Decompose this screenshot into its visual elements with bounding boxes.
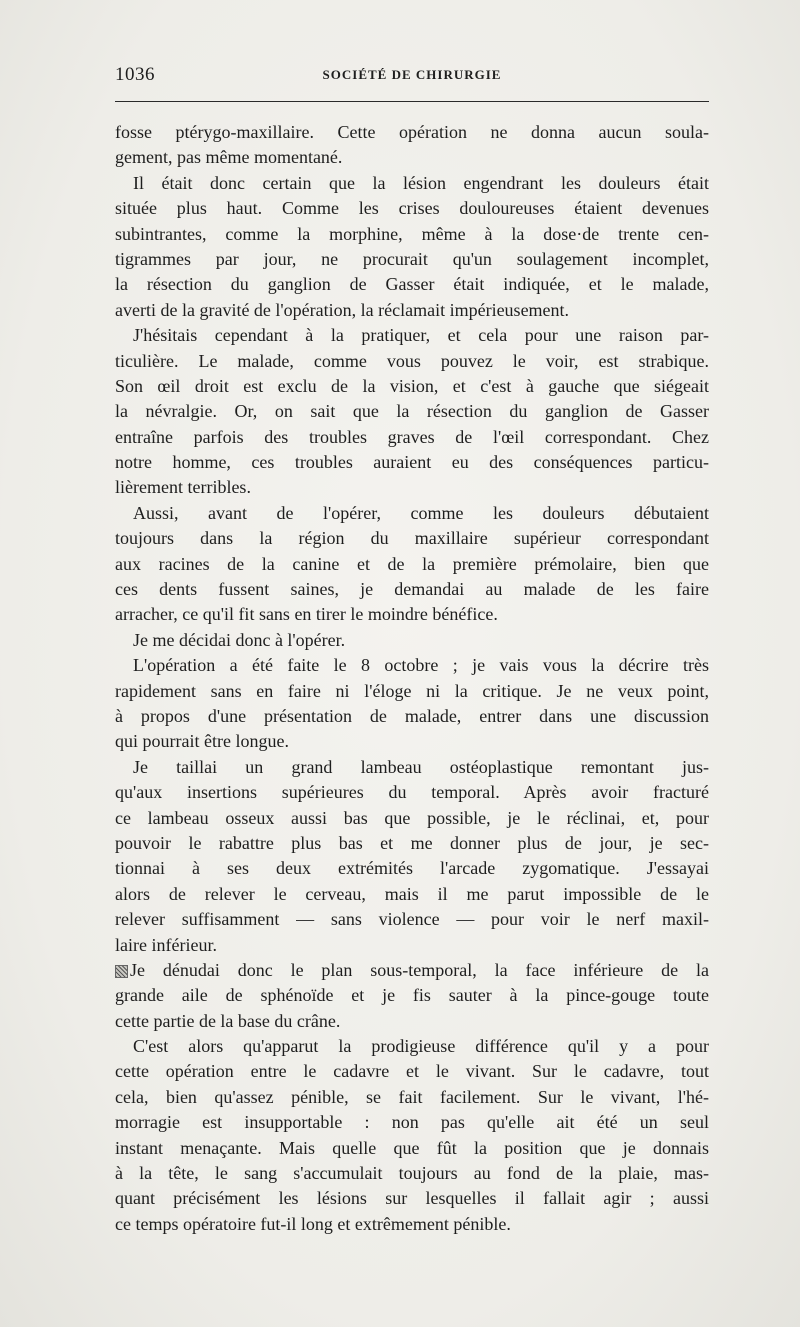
text-line: rapidement sans en faire ni l'éloge ni la critique. Je ne veux point, bbox=[115, 680, 709, 701]
text-line: L'opération a été faite le 8 octobre ; je vais vous la décrire très bbox=[133, 655, 709, 676]
body-text bbox=[115, 120, 709, 1237]
text-line: J'hésitais cependant à la pratiquer, et cela pour une raison par- bbox=[133, 325, 709, 346]
text-line: quant précisément les lésions sur lesquelles il fallait agir ; aussi bbox=[115, 1188, 709, 1209]
text-line: subintrantes, comme la morphine, même à la dose·de trente cen- bbox=[115, 223, 709, 244]
text-line: instant menaçante. Mais quelle que fût la position que je donnais bbox=[115, 1137, 709, 1158]
header-rule bbox=[115, 101, 709, 102]
text-line-with-mark bbox=[115, 958, 709, 983]
text-line: morragie est insupportable : non pas qu'elle ait été un seul bbox=[115, 1112, 709, 1133]
text-line: notre homme, ces troubles auraient eu des conséquences particu- bbox=[115, 452, 709, 473]
text-line: Je me décidai donc à l'opérer. bbox=[133, 629, 346, 650]
text-line: Je taillai un grand lambeau ostéoplastique remontant jus- bbox=[133, 756, 709, 777]
text-line: fosse ptérygo-maxillaire. Cette opération ne donna aucun soula- bbox=[115, 122, 709, 142]
text-line: ces dents fussent saines, je demandai au malade de les faire bbox=[115, 579, 709, 600]
text-line: lièrement terribles. bbox=[115, 477, 251, 498]
text-line: cette opération entre le cadavre et le vivant. Sur le cadavre, tout bbox=[115, 1061, 709, 1082]
text-line: la névralgie. Or, on sait que la résection du ganglion de Gasser bbox=[115, 401, 709, 422]
text-line: la résection du ganglion de Gasser était indiquée, et le malade, bbox=[115, 274, 709, 295]
text-line: Aussi, avant de l'opérer, comme les douleurs débutaient bbox=[133, 502, 709, 523]
text-line: cela, bien qu'assez pénible, se fait facilement. Sur le vivant, l'hé- bbox=[115, 1086, 709, 1107]
text-line: toujours dans la région du maxillaire supérieur correspondant bbox=[115, 528, 709, 549]
text-line: à la tête, le sang s'accumulait toujours au fond de la plaie, mas- bbox=[115, 1163, 709, 1184]
text-line: Son œil droit est exclu de la vision, et c'est à gauche que siégeait bbox=[115, 375, 709, 396]
text-line: située plus haut. Comme les crises douloureuses étaient devenues bbox=[115, 198, 709, 219]
text-line: qui pourrait être longue. bbox=[115, 731, 289, 752]
text-line: tigrammes par jour, ne procurait qu'un soulagement incomplet, bbox=[115, 248, 709, 269]
text-line: pouvoir le rabattre plus bas et me donner plus de jour, je sec- bbox=[115, 832, 709, 853]
text-line: Il était donc certain que la lésion engendrant les douleurs était bbox=[133, 172, 709, 193]
text-line: grande aile de sphénoïde et je fis sauter à la pince-gouge toute bbox=[115, 985, 709, 1006]
text-line: à propos d'une présentation de malade, entrer dans une discussion bbox=[115, 705, 709, 726]
page-number: 1036 bbox=[115, 64, 155, 85]
text-line: C'est alors qu'apparut la prodigieuse différence qu'il y a pour bbox=[133, 1036, 709, 1057]
text-line: ticulière. Le malade, comme vous pouvez le voir, est strabique. bbox=[115, 350, 709, 371]
text-line: ce temps opératoire fut-il long et extrêmement pénible. bbox=[115, 1213, 511, 1234]
text-line: laire inférieur. bbox=[115, 934, 217, 955]
text-line: arracher, ce qu'il fit sans en tirer le moindre bénéfice. bbox=[115, 604, 498, 625]
text-line: entraîne parfois des troubles graves de l'œil correspondant. Chez bbox=[115, 426, 709, 447]
text-line: cette partie de la base du crâne. bbox=[115, 1010, 341, 1031]
text-line: aux racines de la canine et de la première prémolaire, bien que bbox=[115, 553, 709, 574]
text-line: ce lambeau osseux aussi bas que possible, je le réclinai, et, pour bbox=[115, 807, 709, 828]
text-line: averti de la gravité de l'opération, la réclamait impérieusement. bbox=[115, 299, 570, 320]
running-head: SOCIÉTÉ DE CHIRURGIE bbox=[322, 67, 502, 82]
printer-mark-icon bbox=[115, 965, 128, 978]
text-line: tionnai à ses deux extrémités l'arcade zygomatique. J'essayai bbox=[115, 858, 709, 879]
text-line: relever suffisamment — sans violence — pour voir le nerf maxil- bbox=[115, 909, 709, 930]
text-line: alors de relever le cerveau, mais il me parut impossible de le bbox=[115, 883, 709, 904]
text-line: qu'aux insertions supérieures du temporal. Après avoir fracturé bbox=[115, 782, 709, 803]
text-line: Je dénudai donc le plan sous-temporal, la face inférieure de la bbox=[130, 959, 709, 980]
text-line: gement, pas même momentané. bbox=[115, 147, 343, 168]
page-header bbox=[115, 64, 709, 86]
